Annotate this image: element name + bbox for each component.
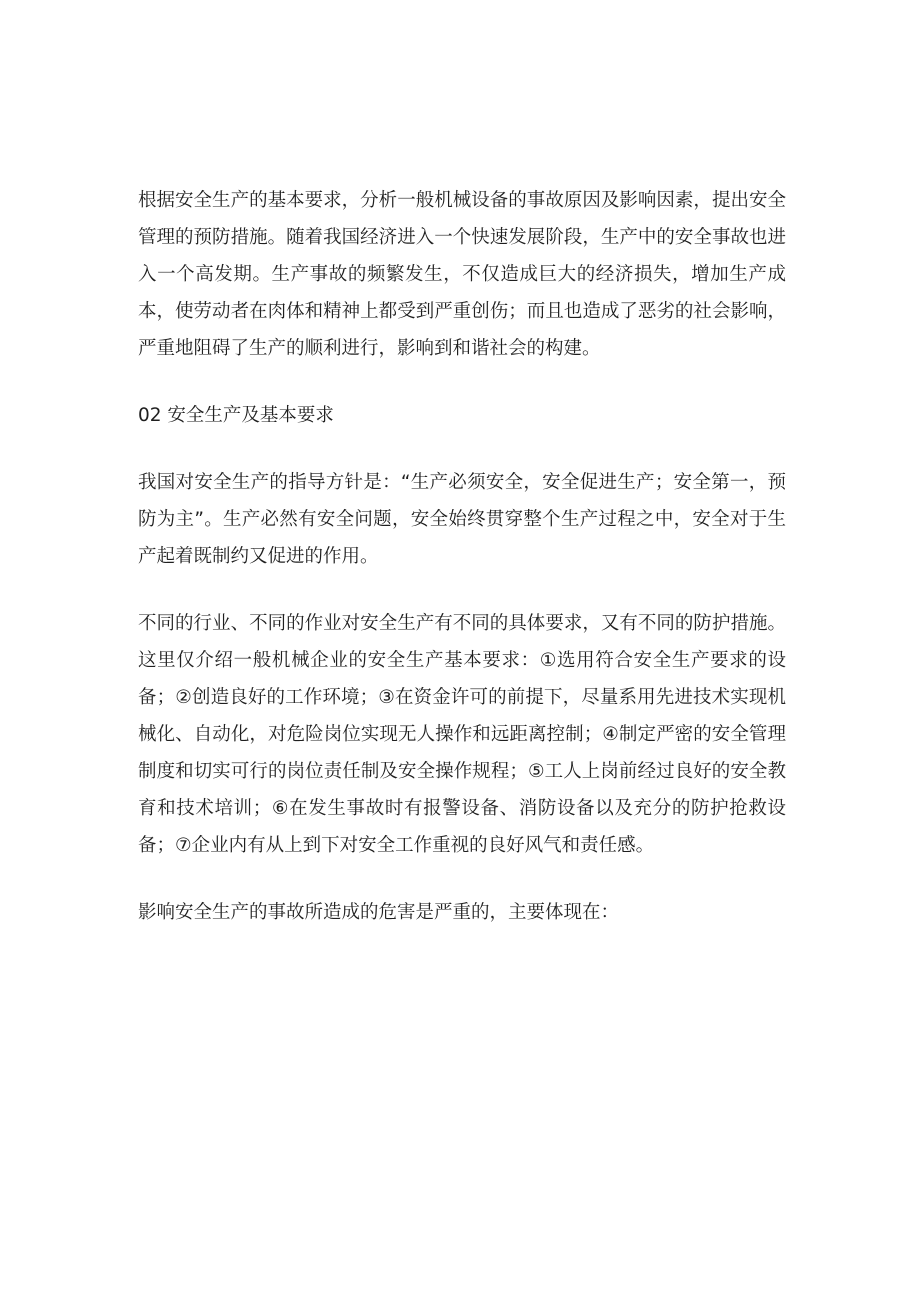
intro-paragraph: 根据安全生产的基本要求，分析一般机械设备的事故原因及影响因素，提出安全管理的预防措施。随着我国经济进入一个快速发展阶段，生产中的安全事故也进入一个高发期。生产事故的频繁发生，不仅造成巨大的经济损失，增加生产成本，使劳动者在肉体和精神上都受到严重创伤；而且也造成了恶劣的社会影响，严重地阻碍了生产的顺利进行，影响到和谐社会的构建。	[138, 190, 786, 359]
document-page	[138, 182, 786, 961]
impact-paragraph: 影响安全生产的事故所造成的危害是严重的，主要体现在：	[138, 902, 620, 923]
section-heading: 02 安全生产及基本要求	[138, 405, 334, 426]
requirements-paragraph: 不同的行业、不同的作业对安全生产有不同的具体要求，又有不同的防护措施。这里仅介绍一般机械企业的安全生产基本要求：①选用符合安全生产要求的设备；②创造良好的工作环境；③在资金许可的前提下，尽量系用先进技术实现机械化、自动化，对危险岗位实现无人操作和远距离控制；④制定严密的安全管理制度和切实可行的岗位责任制及安全操作规程；⑤工人上岗前经过良好的安全教育和技术培训；⑥在发生事故时有报警设备、消防设备以及充分的防护抢救设备；⑦企业内有从上到下对安全工作重视的良好风气和责任感。	[138, 613, 786, 856]
guideline-paragraph: 我国对安全生产的指导方针是：“生产必须安全，安全促进生产；安全第一，预防为主”。生产必然有安全问题，安全始终贯穿整个生产过程之中，安全对于生产起着既制约又促进的作用。	[138, 472, 786, 567]
